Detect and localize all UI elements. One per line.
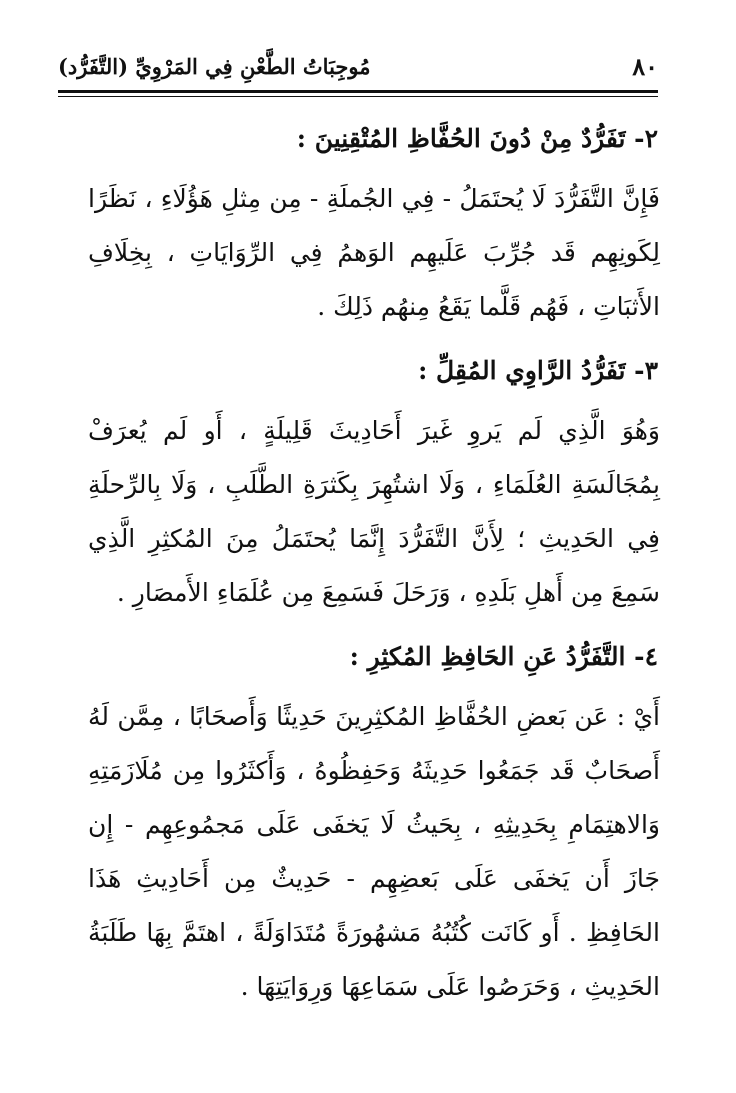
- section-2: [88, 116, 660, 334]
- header-rule-thick: [58, 90, 658, 93]
- section-heading: ٢- تَفَرُّدٌ مِنْ دُونَ الحُفَّاظِ المُتْقِنِينَ :: [296, 124, 658, 153]
- page-header: [58, 46, 658, 86]
- section-heading: ٤- التَّفَرُّدُ عَنِ الحَافِظِ المُكثِرِ :: [349, 642, 658, 671]
- running-title: مُوجِبَاتُ الطَّعْنِ فِي المَرْوِيِّ (التَّفَرُّد): [58, 53, 371, 79]
- section-heading: ٣- تَفَرُّدُ الرَّاوِي المُقِلِّ :: [418, 356, 658, 385]
- section-paragraph: أَيْ : عَن بَعضِ الحُفَّاظِ المُكثِرِينَ حَدِيثًا وَأَصحَابًا ، مِمَّن لَهُ أَصحَابٌ قَد جَمَعُوا حَدِيثَهُ وَحَفِظُوهُ ، وَأَكثَرُوا مِن مُلَازَمَتِهِ وَالاهتِمَامِ بِحَدِيثِهِ ، بِحَيثُ لَا يَخفَى عَلَى مَجمُوعِهِم - إِن جَازَ أَن يَخفَى عَلَى بَعضِهِم - حَدِيثٌ مِن أَحَادِيثِ هَذَا الحَافِظِ . أَو كَانَت كُتُبُهُ مَشهُورَةً مُتَدَاوَلَةً ، اهتَمَّ بِهَا طَلَبَةُ الحَدِيثِ ، وَحَرَصُوا عَلَى سَمَاعِهَا وَرِوَايَتِهَا .: [88, 702, 660, 1001]
- header-rule-thin: [58, 96, 658, 97]
- section-4: [88, 634, 660, 1014]
- page-body: [88, 116, 660, 1028]
- section-3: [88, 348, 660, 620]
- page-number: ٨٠: [632, 51, 658, 81]
- section-paragraph: وَهُوَ الَّذِي لَم يَروِ غَيرَ أَحَادِيثَ قَلِيلَةٍ ، أَو لَم يُعرَفْ بِمُجَالَسَةِ العُلَمَاءِ ، وَلَا اشتُهِرَ بِكَثرَةِ الطَّلَبِ ، وَلَا بِالرِّحلَةِ فِي الحَدِيثِ ؛ لِأَنَّ التَّفَرُّدَ إِنَّمَا يُحتَمَلُ مِنَ المُكثِرِ الَّذِي سَمِعَ مِن أَهلِ بَلَدِهِ ، وَرَحَلَ فَسَمِعَ مِن عُلَمَاءِ الأَمصَارِ .: [88, 416, 660, 607]
- section-paragraph: فَإِنَّ التَّفَرُّدَ لَا يُحتَمَلُ - فِي الجُملَةِ - مِن مِثلِ هَؤُلَاءِ ، نَظَرًا لِكَونِهِم قَد جُرِّبَ عَلَيهِم الوَهمُ فِي الرِّوَايَاتِ ، بِخِلَافِ الأَثبَاتِ ، فَهُم قَلَّما يَقَعُ مِنهُم ذَلِكَ .: [88, 184, 660, 321]
